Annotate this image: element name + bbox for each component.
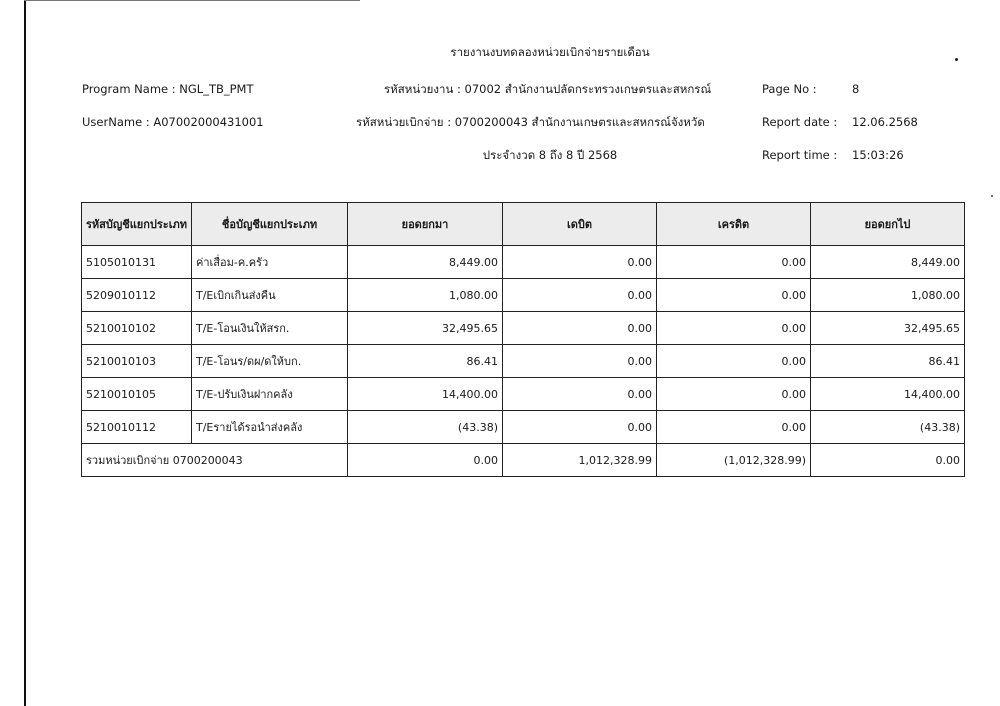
table-row: [82, 378, 965, 411]
page-no-label: Page No :: [762, 82, 817, 96]
account-code: 5209010112: [82, 279, 192, 312]
credit: 0.00: [657, 279, 811, 312]
table-row: [82, 411, 965, 444]
account-name: T/E-ปรับเงินฝากคลัง: [192, 378, 348, 411]
closing-balance: 14,400.00: [811, 378, 965, 411]
report-date-value: 12.06.2568: [852, 115, 918, 129]
disbursing-unit-code: รหัสหน่วยเบิกจ่าย : 0700200043 สำนักงานเกษตรและสหกรณ์จังหวัด: [356, 115, 705, 129]
opening-balance: 8,449.00: [348, 246, 503, 279]
report-date-label: Report date :: [762, 115, 838, 129]
closing-balance: 32,495.65: [811, 312, 965, 345]
header-account-name: ชื่อบัญชีแยกประเภท: [192, 203, 348, 246]
opening-balance: 86.41: [348, 345, 503, 378]
opening-balance: (43.38): [348, 411, 503, 444]
page-top-edge: [24, 0, 360, 1]
header-account-code: รหัสบัญชีแยกประเภท: [82, 203, 192, 246]
credit: 0.00: [657, 378, 811, 411]
table-row: [82, 345, 965, 378]
credit: 0.00: [657, 246, 811, 279]
closing-balance: (43.38): [811, 411, 965, 444]
table-row: [82, 279, 965, 312]
account-name: T/Eเบิกเกินส่งคืน: [192, 279, 348, 312]
account-code: 5105010131: [82, 246, 192, 279]
closing-balance: 86.41: [811, 345, 965, 378]
page-no-value: 8: [852, 82, 860, 96]
total-credit: (1,012,328.99): [657, 444, 811, 477]
credit: 0.00: [657, 345, 811, 378]
agency-code: รหัสหน่วยงาน : 07002 สำนักงานปลัดกระทรวงเกษตรและสหกรณ์: [384, 82, 712, 96]
total-row: [82, 444, 965, 477]
debit: 0.00: [503, 312, 657, 345]
total-label: รวมหน่วยเบิกจ่าย 0700200043: [82, 444, 348, 477]
trial-balance-table: [81, 202, 965, 477]
account-code: 5210010103: [82, 345, 192, 378]
account-code: 5210010102: [82, 312, 192, 345]
program-name: Program Name : NGL_TB_PMT: [82, 82, 254, 96]
header-credit: เครดิต: [657, 203, 811, 246]
total-opening-balance: 0.00: [348, 444, 503, 477]
debit: 0.00: [503, 378, 657, 411]
report-time-label: Report time :: [762, 148, 838, 162]
page-edge-shadow: [24, 0, 26, 706]
debit: 0.00: [503, 246, 657, 279]
debit: 0.00: [503, 411, 657, 444]
total-closing-balance: 0.00: [811, 444, 965, 477]
closing-balance: 8,449.00: [811, 246, 965, 279]
account-name: T/E-โอนเงินให้สรก.: [192, 312, 348, 345]
report-title: รายงานงบทดลองหน่วยเบิกจ่ายรายเดือน: [450, 45, 650, 59]
opening-balance: 14,400.00: [348, 378, 503, 411]
table-header-row: [82, 203, 965, 246]
report-period: ประจำงวด 8 ถึง 8 ปี 2568: [482, 148, 618, 162]
account-code: 5210010105: [82, 378, 192, 411]
table-row: [82, 312, 965, 345]
debit: 0.00: [503, 279, 657, 312]
report-time-value: 15:03:26: [852, 148, 904, 162]
header-opening-balance: ยอดยกมา: [348, 203, 503, 246]
total-debit: 1,012,328.99: [503, 444, 657, 477]
credit: 0.00: [657, 411, 811, 444]
account-name: T/Eรายได้รอนำส่งคลัง: [192, 411, 348, 444]
opening-balance: 32,495.65: [348, 312, 503, 345]
scan-speck: [991, 195, 993, 197]
closing-balance: 1,080.00: [811, 279, 965, 312]
account-name: T/E-โอนร/ดผ/ดให้บก.: [192, 345, 348, 378]
account-name: ค่าเสื่อม-ค.ครัว: [192, 246, 348, 279]
user-name: UserName : A07002000431001: [82, 115, 264, 129]
table-row: [82, 246, 965, 279]
header-debit: เดบิต: [503, 203, 657, 246]
scan-speck: [955, 58, 958, 61]
opening-balance: 1,080.00: [348, 279, 503, 312]
header-closing-balance: ยอดยกไป: [811, 203, 965, 246]
debit: 0.00: [503, 345, 657, 378]
account-code: 5210010112: [82, 411, 192, 444]
credit: 0.00: [657, 312, 811, 345]
